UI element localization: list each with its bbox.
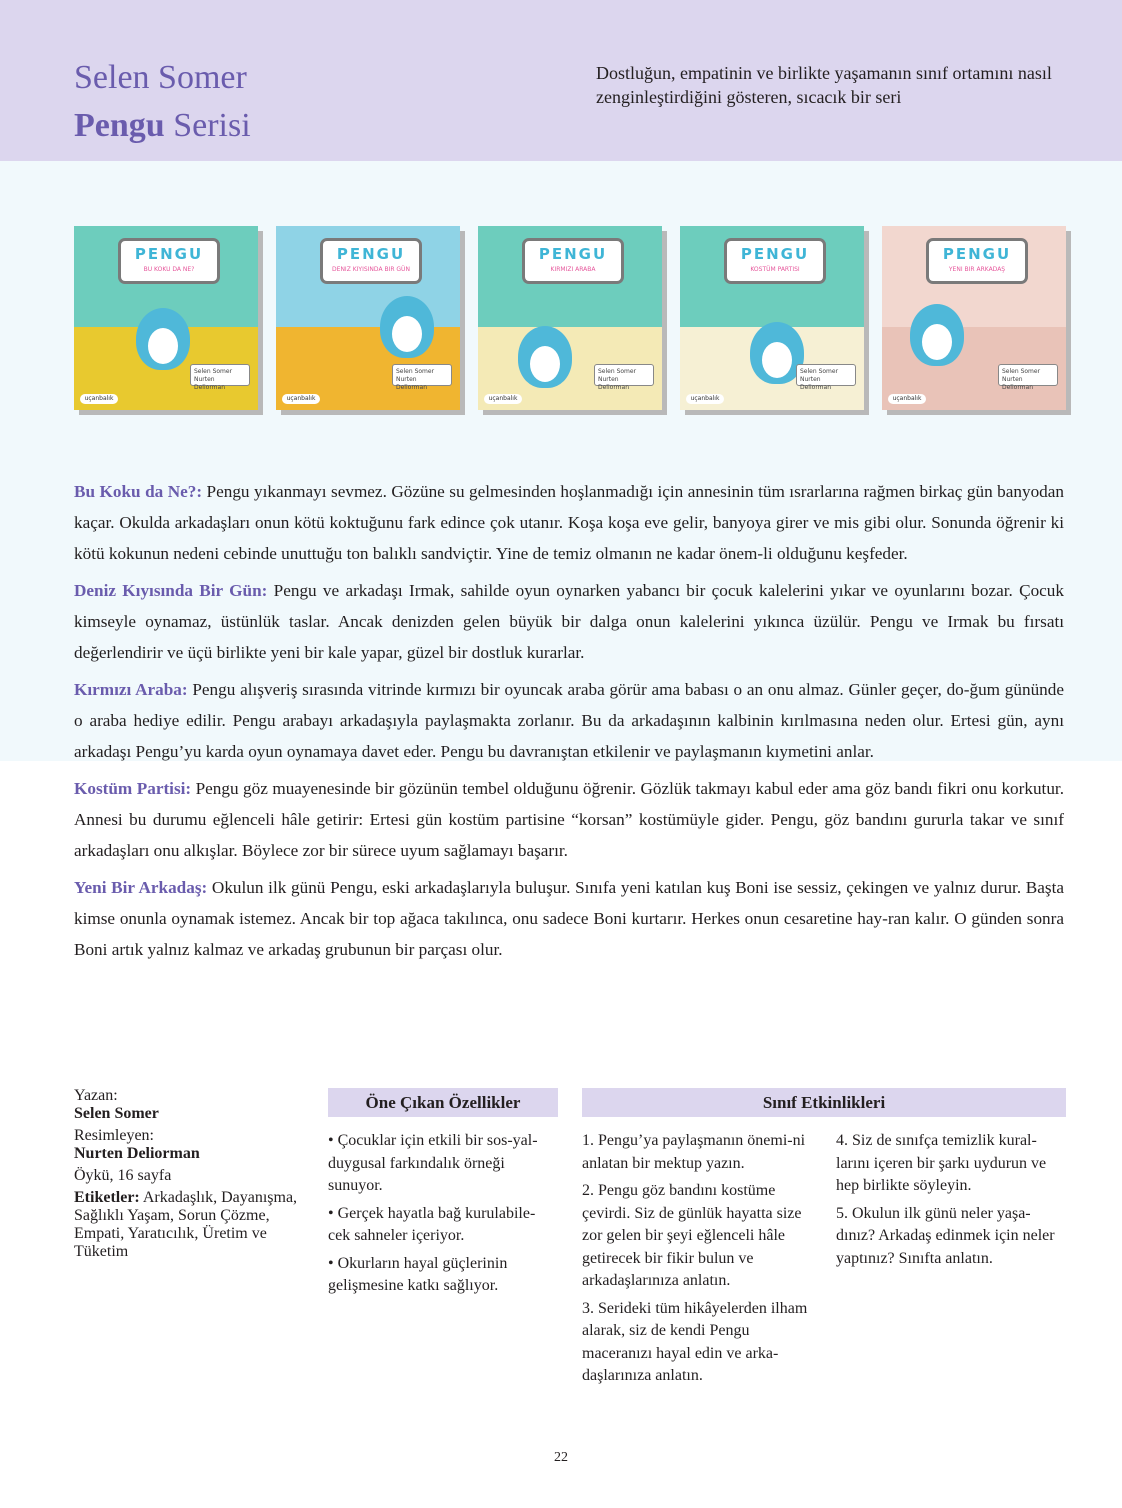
series-title-rest: Serisi — [164, 107, 251, 144]
penguin-illustration — [136, 308, 190, 370]
feature-item: • Okurların hayal güçlerinin gelişmesine katkı sağlıyor. — [328, 1254, 508, 1294]
cover-subtitle: BU KOKU DA NE? — [143, 266, 195, 273]
publisher-logo: uçanbalık — [484, 394, 522, 404]
story-paragraph — [74, 773, 1064, 866]
author-name: Selen Somer — [74, 59, 247, 96]
cover-author-tag: Selen Somer Nurten Deliorman — [998, 364, 1058, 386]
activities-column-right — [836, 1130, 1066, 1275]
features-list — [328, 1130, 556, 1303]
story-text: Okulun ilk günü Pengu, eski arkadaşlarıyla buluşur. Sınıfa yeni katılan kuş Boni ise sessiz, çekingen ve yalnız durur. Başta kimse onunla oynamak istemez. Ancak bir top ağaca takılınca, onu sadece Boni kurtarır. Herkes onun cesaretine hay-ran kalır. O günden sonra Boni artık yalnız kalmaz ve arkadaş grubunun bir parçası olur. — [74, 878, 1064, 959]
book-cover-kirmizi-araba — [478, 226, 662, 410]
publisher-logo: uçanbalık — [282, 394, 320, 404]
illustrator-name: Nurten Deliorman — [74, 1145, 200, 1162]
cover-brand: PENGU — [942, 245, 1012, 263]
story-descriptions — [74, 476, 1064, 971]
cover-brand: PENGU — [740, 245, 810, 263]
story-text: Pengu alışveriş sırasında vitrinde kırmızı bir oyuncak araba görür ama babası o an onu almaz. Günler geçer, do-ğum gününde o araba hediye edilir. Pengu arabayı arkadaşıyla paylaşmakta zorlanır. Bu da arkadaşının kalbinin kırılmasına neden olur. Ertesi gün, aynı arkadaşı Pengu’yu karda oyun oynamaya davet eder. Pengu bu davranıştan etkilenir ve paylaşmanın kıymetini anlar. — [74, 680, 1064, 761]
story-paragraph — [74, 872, 1064, 965]
activity-item: 2. Pengu göz bandını kostüme çevirdi. Siz de günlük hayatta size zor gelen bir şeyi eğlenceli hâle getirecek bir fikir bulun ve arkadaşlarınıza anlatın. — [582, 1182, 802, 1289]
penguin-illustration — [910, 304, 964, 366]
series-title — [74, 104, 251, 148]
story-title: Bu Koku da Ne?: — [74, 482, 203, 501]
cover-author-tag: Selen Somer Nurten Deliorman — [796, 364, 856, 386]
series-tagline: Dostluğun, empatinin ve birlikte yaşamanın sınıf ortamını nasıl zenginleştirdiğini gösteren, sıcacık bir seri — [596, 63, 1052, 107]
story-paragraph — [74, 674, 1064, 767]
activity-item: 1. Pengu’ya paylaşmanın önemi-ni anlatan bir mektup yazın. — [582, 1132, 806, 1172]
cover-title-box — [320, 238, 422, 284]
publisher-logo: uçanbalık — [686, 394, 724, 404]
book-cover-yeni-bir-arkadas — [882, 226, 1066, 410]
cover-brand: PENGU — [538, 245, 608, 263]
story-title: Kostüm Partisi: — [74, 779, 192, 798]
cover-subtitle: KOSTÜM PARTISI — [750, 266, 800, 273]
story-paragraph — [74, 476, 1064, 569]
book-metadata — [74, 1087, 304, 1265]
feature-item: • Çocuklar için etkili bir sos-yal-duygusal farkındalık örneği sunuyor. — [328, 1132, 538, 1194]
writer-label: Yazan: — [74, 1087, 118, 1104]
tags-label: Etiketler: — [74, 1189, 140, 1206]
book-cover-kostum-partisi — [680, 226, 864, 410]
cover-title-box — [522, 238, 624, 284]
illustrator-label: Resimleyen: — [74, 1127, 154, 1144]
cover-title-box — [118, 238, 220, 284]
cover-author-tag: Selen Somer Nurten Deliorman — [190, 364, 250, 386]
story-title: Deniz Kıyısında Bir Gün: — [74, 581, 268, 600]
activity-item: 3. Serideki tüm hikâyelerden ilham alarak, siz de kendi Pengu maceranızı hayal edin ve arka-daşlarınıza anlatın. — [582, 1299, 808, 1384]
story-paragraph — [74, 575, 1064, 668]
book-cover-deniz-kiyisinda-bir-gun — [276, 226, 460, 410]
feature-item: • Gerçek hayatla bağ kurulabile-cek sahneler içeriyor. — [328, 1204, 536, 1244]
cover-brand: PENGU — [134, 245, 204, 263]
publisher-logo: uçanbalık — [80, 394, 118, 404]
book-cover-bu-koku-da-ne — [74, 226, 258, 410]
story-title: Yeni Bir Arkadaş: — [74, 878, 208, 897]
story-title: Kırmızı Araba: — [74, 680, 188, 699]
publisher-logo: uçanbalık — [888, 394, 926, 404]
story-text: Pengu göz muayenesinde bir gözünün tembel olduğunu öğrenir. Gözlük takmayı kabul eder ama göz bandı fikri onu korkutur. Annesi bu durumu eğlenceli hâle getirir: Ertesi gün kostüm partisine “korsan” kostümüyle gider. Pengu, göz bandını gururla takar ve sınıf arkadaşları onu alkışlar. Böylece zor bir sürece uyum sağlamayı başarır. — [74, 779, 1064, 860]
activity-item: 4. Siz de sınıfça temizlik kural-larını içeren bir şarkı uydurun ve hep birlikte söyleyin. — [836, 1132, 1047, 1194]
tags-list: Arkadaşlık, Dayanışma, Sağlıklı Yaşam, Sorun Çözme, Empati, Yaratıcılık, Üretim ve Tüketim — [74, 1189, 298, 1260]
writer-name: Selen Somer — [74, 1105, 159, 1122]
story-text: Pengu yıkanmayı sevmez. Gözüne su gelmesinden hoşlanmadığı için annesinin tüm ısrarlarına rağmen birkaç gün banyodan kaçar. Okulda arkadaşları onun kötü koktuğunu fark edince çok utanır. Koşa koşa eve gelir, banyoya girer ve mis gibi olur. Sonunda öğrenir ki kötü kokunun nedeni cebinde unuttuğu ton balıklı sandviçtir. Yine de temiz olmanın ne kadar önem-li olduğunu keşfeder. — [74, 482, 1064, 563]
page-number: 22 — [554, 1450, 568, 1465]
penguin-illustration — [380, 296, 434, 358]
cover-title-box — [724, 238, 826, 284]
book-format: Öykü, 16 sayfa — [74, 1167, 172, 1184]
cover-brand: PENGU — [336, 245, 406, 263]
tags — [74, 1189, 304, 1261]
features-heading: Öne Çıkan Özellikler — [328, 1088, 558, 1117]
cover-subtitle: KIRMIZI ARABA — [550, 266, 596, 273]
series-title-bold: Pengu — [74, 107, 165, 144]
penguin-illustration — [518, 326, 572, 388]
header-band — [0, 0, 1122, 161]
activities-column-left — [582, 1130, 812, 1393]
cover-subtitle: DENIZ KIYISINDA BIR GÜN — [332, 266, 410, 273]
cover-subtitle: YENI BIR ARKADAŞ — [948, 266, 1006, 273]
cover-author-tag: Selen Somer Nurten Deliorman — [392, 364, 452, 386]
cover-author-tag: Selen Somer Nurten Deliorman — [594, 364, 654, 386]
cover-title-box — [926, 238, 1028, 284]
activities-heading: Sınıf Etkinlikleri — [582, 1088, 1066, 1117]
story-text: Pengu ve arkadaşı Irmak, sahilde oyun oynarken yabancı bir çocuk kalelerini yıkar ve oyunlarını bozar. Çocuk kimseyle oynamaz, üstünlük taslar. Ancak denizden gelen büyük bir dalga onun kalelerini yıkınca üzülür. Pengu ve Irmak bu fırsatı değerlendirir ve üçü birlikte yeni bir kale yapar, güzel bir dostluk kurarlar. — [74, 581, 1064, 662]
activity-item: 5. Okulun ilk günü neler yaşa-dınız? Arkadaş edinmek için neler yaptınız? Sınıfta anlatın. — [836, 1204, 1055, 1267]
